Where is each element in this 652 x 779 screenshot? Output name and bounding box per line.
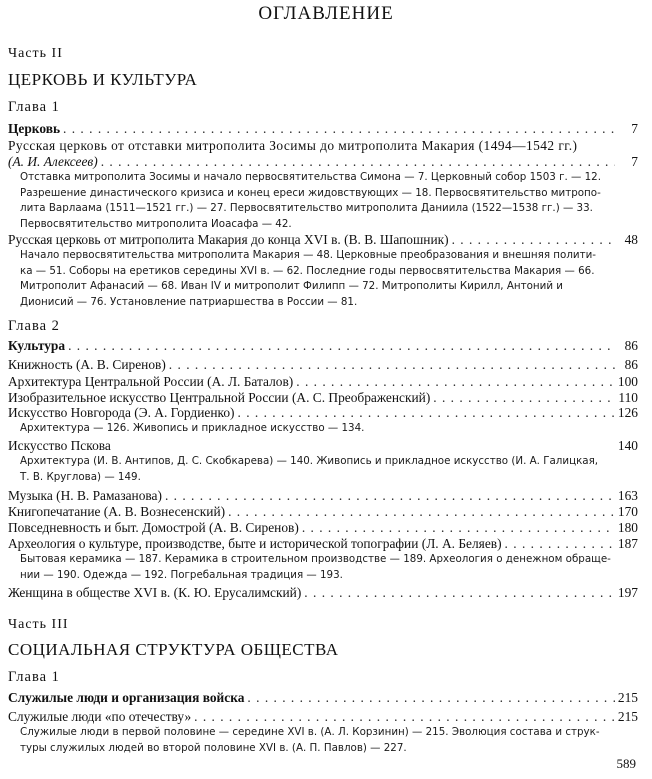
chapter-label: Глава 1 (8, 669, 60, 685)
entry-summary (20, 248, 628, 310)
toc-entry[interactable] (8, 709, 644, 724)
entry-page: 86 (624, 357, 638, 372)
entry-title: Книжность (А. В. Сиренов) (8, 357, 166, 372)
dot-leader (302, 520, 615, 535)
summary-line: туры служилых людей во второй половине XVI в. (А. П. Павлов) — 227. (20, 741, 407, 754)
entry-title: Музыка (Н. В. Рамазанова) (8, 488, 162, 503)
summary-line: Начало первосвятительства митрополита Макария — 48. Церковные преобразования и внешняя полити- (20, 249, 596, 261)
dot-leader (505, 536, 615, 551)
part-title: СОЦИАЛЬНАЯ СТРУКТУРА ОБЩЕСТВА (8, 640, 339, 659)
dot-leader (228, 504, 615, 519)
toc-entry[interactable] (8, 154, 644, 169)
toc-entry[interactable] (8, 405, 644, 420)
chapter-label: Глава 1 (8, 99, 60, 115)
summary-line: Т. В. Круглова) — 149. (20, 470, 141, 483)
entry-title: Служилые люди и организация войска (8, 690, 245, 705)
entry-title: Русская церковь от митрополита Макария до конца XVI в. (В. В. Шапошник) (8, 232, 449, 247)
summary-line: Отставка митрополита Зосимы и начало первосвятительства Симона — 7. Церковный собор 1503 г. — 12. (20, 171, 601, 183)
entry-summary (20, 725, 628, 756)
dot-leader (452, 232, 615, 247)
dot-leader (296, 374, 615, 389)
toc-entry[interactable] (8, 690, 644, 705)
entry-page: 197 (617, 585, 638, 600)
entry-page: 86 (624, 338, 638, 353)
entry-summary (20, 454, 628, 485)
entry-title: Служилые люди «по отечеству» (8, 709, 192, 724)
dot-leader (169, 357, 615, 372)
part-title: ЦЕРКОВЬ И КУЛЬТУРА (8, 70, 198, 89)
toc-entry[interactable] (8, 438, 644, 453)
toc-entry[interactable] (8, 390, 644, 405)
entry-title: Книгопечатание (А. В. Вознесенский) (8, 504, 226, 519)
summary-line: ка — 51. Соборы на еретиков середины XVI в. — 62. Последние годы первосвятительства Макария — 66. (20, 264, 595, 277)
chapter-label: Глава 2 (8, 318, 60, 334)
entry-title: Археология о культуре, производстве, быте и исторической топографии (Л. А. Беляев) (8, 536, 502, 551)
entry-page: 163 (617, 488, 638, 503)
toc-entry[interactable] (8, 488, 644, 503)
dot-leader (194, 709, 615, 724)
entry-page: 140 (617, 438, 638, 453)
dot-leader (68, 338, 615, 353)
toc-entry[interactable] (8, 232, 644, 247)
dot-leader (304, 585, 615, 600)
entry-page: 187 (617, 536, 638, 551)
toc-entry[interactable] (8, 585, 644, 600)
toc-page (8, 0, 644, 779)
toc-entry[interactable] (8, 121, 644, 136)
dot-leader (433, 390, 615, 405)
toc-entry[interactable] (8, 520, 644, 535)
entry-page: 126 (617, 405, 638, 420)
toc-entry[interactable] (8, 338, 644, 353)
entry-title: Изобразительное искусство Центральной России (А. С. Преображенский) (8, 390, 431, 405)
page-title: ОГЛАВЛЕНИЕ (258, 3, 394, 24)
summary-line: нии — 190. Одежда — 192. Погребальная традиция — 193. (20, 568, 343, 581)
entry-title: Архитектура Центральной России (А. Л. Баталов) (8, 374, 294, 389)
entry-page: 215 (617, 709, 638, 724)
entry-summary (20, 170, 628, 232)
entry-page: 48 (624, 232, 638, 247)
summary-line: Митрополит Афанасий — 68. Иван IV и митрополит Филипп — 72. Митрополиты Кирилл, Антоний и (20, 280, 563, 293)
summary-line: Служилые люди в первой половине — середине XVI в. (А. Л. Корзинин) — 215. Эволюция состава и струк- (20, 726, 600, 738)
summary-line: Архитектура — 126. Живопись и прикладное искусство — 134. (20, 422, 365, 434)
entry-summary (20, 552, 628, 583)
part-label: Часть III (8, 617, 69, 632)
toc-entry[interactable] (8, 357, 644, 372)
entry-summary (20, 421, 628, 437)
entry-page: 215 (617, 690, 638, 705)
summary-line: Архитектура (И. В. Антипов, Д. С. Скобкарева) — 140. Живопись и прикладное искусство (И. А. Галицкая, (20, 455, 599, 467)
entry-page: 7 (631, 154, 638, 169)
entry-title: Повседневность и быт. Домострой (А. В. Сиренов) (8, 520, 299, 535)
dot-leader (165, 488, 615, 503)
entry-author: (А. И. Алексеев) (8, 154, 98, 169)
entry-page: 7 (631, 121, 638, 136)
entry-title: Культура (8, 338, 66, 353)
dot-leader (238, 405, 615, 420)
entry-page: 110 (618, 390, 638, 405)
summary-line: Первосвятительство митрополита Иоасафа — 42. (20, 217, 292, 230)
entry-title: Женщина в обществе XVI в. (К. Ю. Ерусалимский) (8, 585, 302, 600)
entry-title: Искусство Новгорода (Э. А. Гордиенко) (8, 405, 235, 420)
dot-leader (247, 690, 614, 705)
entry-page: 180 (617, 520, 638, 535)
summary-line: лита Варлаама (1511—1521 гг.) — 27. Первосвятительство митрополита Даниила (1522—1538 гг.) — 33. (20, 202, 593, 215)
entry-title: Искусство Пскова (8, 438, 111, 453)
summary-line: Разрешение династического кризиса и конец ереси жидовствующих — 18. Первосвятительство митропо- (20, 186, 601, 199)
toc-entry[interactable] (8, 536, 644, 551)
entry-title-line1[interactable]: Русская церковь от отставки митрополита Зосимы до митрополита Макария (1494—1542 гг.) (8, 138, 578, 153)
summary-line: Бытовая керамика — 187. Керамика в строительном производстве — 189. Археология о денежном обраще- (20, 553, 611, 565)
entry-title: Церковь (8, 121, 61, 136)
toc-entry[interactable] (8, 504, 644, 519)
toc-entry[interactable] (8, 374, 644, 389)
summary-line: Дионисий — 76. Установление патриаршества в России — 81. (20, 295, 358, 308)
entry-page: 170 (617, 504, 638, 519)
entry-page: 100 (617, 374, 638, 389)
dot-leader (63, 121, 615, 136)
part-label: Часть II (8, 46, 63, 61)
dot-leader (101, 154, 615, 169)
page-number: 589 (616, 756, 636, 771)
